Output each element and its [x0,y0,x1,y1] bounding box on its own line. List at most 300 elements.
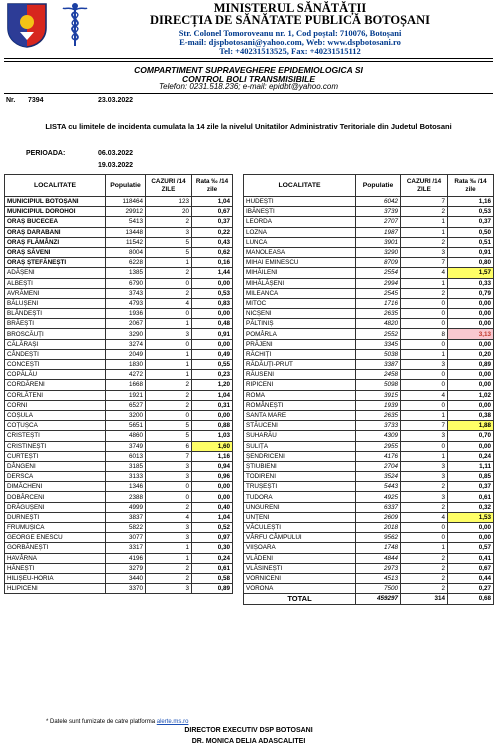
cell-localitate: TODIRENI [244,472,356,482]
cell-populatie: 3440 [106,573,146,583]
table-row [244,523,494,533]
cell-populatie: 4999 [106,502,146,512]
table-row [5,472,233,482]
table-row [244,278,494,288]
cell-rata: 0,91 [448,247,494,257]
table-row [244,461,494,471]
col-rata: Rata ‰ /14 zile [192,175,233,197]
cell-rata: 0,89 [448,360,494,370]
total-cases: 314 [401,594,448,604]
cell-cazuri: 1 [146,319,192,329]
cell-localitate: ALBEȘTI [5,278,106,288]
cell-cazuri: 5 [146,247,192,257]
cell-localitate: ORAȘ ȘTEFĂNEȘTI [5,258,106,268]
cell-rata: 0,96 [192,472,233,482]
table-row [244,288,494,298]
cell-cazuri: 5 [146,237,192,247]
table-row [244,553,494,563]
cell-rata: 0,61 [192,563,233,573]
col-localitate: LOCALITATE [5,175,106,197]
cell-populatie: 2458 [356,370,401,380]
cell-rata: 0,30 [192,543,233,553]
cell-localitate: HĂNEȘTI [5,563,106,573]
cell-localitate: MUNICIPIUL DOROHOI [5,207,106,217]
cell-populatie: 2552 [356,329,401,339]
cell-populatie: 5651 [106,421,146,431]
cell-localitate: HAVÂRNA [5,553,106,563]
cell-populatie: 3133 [106,472,146,482]
cell-rata: 0,33 [448,278,494,288]
cell-localitate: CURTEȘTI [5,451,106,461]
cell-populatie: 3077 [106,533,146,543]
period-from: 06.03.2022 [98,150,134,157]
table-row [5,207,233,217]
cell-rata: 1,44 [192,268,233,278]
cell-populatie: 2635 [356,309,401,319]
cell-rata: 0,00 [448,370,494,380]
cell-localitate: DÂNGENI [5,461,106,471]
cell-localitate: CĂLĂRAȘI [5,339,106,349]
cell-localitate: SANTA MARE [244,410,356,420]
col-localitate: LOCALITATE [244,175,356,197]
cell-cazuri: 123 [146,197,192,207]
table-row [5,319,233,329]
table-row [244,472,494,482]
cell-cazuri: 1 [401,349,448,359]
cell-rata: 0,16 [192,258,233,268]
cell-populatie: 4196 [106,553,146,563]
cell-localitate: HILIȘEU-HORIA [5,573,106,583]
col-rata: Rata ‰ /14 zile [448,175,494,197]
cell-populatie: 3290 [106,329,146,339]
cell-rata: 0,00 [448,533,494,543]
cell-cazuri: 3 [401,461,448,471]
cell-localitate: GEORGE ENESCU [5,533,106,543]
cell-localitate: VORNICENI [244,573,356,583]
total-label: TOTAL [244,594,356,604]
cell-localitate: DRĂGUȘENI [5,502,106,512]
cell-localitate: ADĂȘENI [5,268,106,278]
table-row [244,247,494,257]
cell-localitate: MIHĂILENI [244,268,356,278]
table-row [244,339,494,349]
cell-localitate: COȘULA [5,410,106,420]
cell-cazuri: 20 [146,207,192,217]
table-row [5,451,233,461]
cell-localitate: VĂCULEȘTI [244,523,356,533]
table-row [244,349,494,359]
table-row [5,278,233,288]
col-populatie: Populatie [356,175,401,197]
cell-populatie: 3345 [356,339,401,349]
table-row [5,309,233,319]
cell-localitate: MITOC [244,298,356,308]
compartment-line1: COMPARTIMENT SUPRAVEGHERE EPIDEMIOLOGICA SI [134,65,363,75]
cell-rata: 0,79 [448,288,494,298]
cell-populatie: 2955 [356,441,401,451]
cell-cazuri: 5 [146,431,192,441]
cell-localitate: ORAȘ FLĂMÂNZI [5,237,106,247]
cell-populatie: 8004 [106,247,146,257]
cell-localitate: POMÂRLA [244,329,356,339]
cell-populatie: 5038 [356,349,401,359]
cell-populatie: 3749 [106,441,146,451]
cell-rata: 0,00 [448,523,494,533]
cell-cazuri: 7 [401,197,448,207]
table-row [244,380,494,390]
cell-cazuri: 1 [146,349,192,359]
table-row [244,573,494,583]
cell-cazuri: 1 [146,553,192,563]
cell-rata: 0,00 [448,298,494,308]
cell-populatie: 3274 [106,339,146,349]
cell-cazuri: 2 [146,400,192,410]
table-row [244,298,494,308]
cell-cazuri: 6 [146,441,192,451]
cell-populatie: 3279 [106,563,146,573]
cell-cazuri: 1 [401,227,448,237]
cell-populatie: 4844 [356,553,401,563]
table-row [244,421,494,431]
table-row [244,319,494,329]
cell-rata: 0,00 [448,400,494,410]
table-row [244,370,494,380]
table-row [5,502,233,512]
botosani-county-coat-of-arms-icon [6,2,48,48]
cell-localitate: HLIPICENI [5,584,106,594]
cell-cazuri: 3 [146,227,192,237]
cell-rata: 0,61 [448,492,494,502]
table-row [5,360,233,370]
cell-cazuri: 3 [146,533,192,543]
cell-localitate: ORAȘ DARABANI [5,227,106,237]
cell-localitate: FRUMUȘICA [5,523,106,533]
cell-localitate: NICȘENI [244,309,356,319]
address-line: Str. Colonel Tomoroveanu nr. 1, Cod poștal: 710076, Botoșani [178,28,402,38]
cell-populatie: 3200 [106,410,146,420]
cell-localitate: CRISTEȘTI [5,431,106,441]
cell-localitate: RĂDĂUȚI-PRUT [244,360,356,370]
col-cazuri: CAZURI /14 ZILE [401,175,448,197]
cell-localitate: BĂLUȘENI [5,298,106,308]
cell-populatie: 1987 [356,227,401,237]
cell-populatie: 8709 [356,258,401,268]
table-row [244,492,494,502]
cell-cazuri: 0 [146,482,192,492]
table-row [5,217,233,227]
cell-localitate: VÂRFU CÂMPULUI [244,533,356,543]
cell-populatie: 7500 [356,584,401,594]
cell-rata: 0,24 [448,451,494,461]
cell-rata: 0,27 [448,584,494,594]
cell-rata: 1,03 [192,431,233,441]
cell-localitate: ȘENDRICENI [244,451,356,461]
cell-populatie: 6013 [106,451,146,461]
table-row [5,298,233,308]
cell-cazuri: 3 [146,584,192,594]
cell-localitate: COȚUȘCA [5,421,106,431]
table-row [5,268,233,278]
cell-cazuri: 1 [146,370,192,380]
cell-rata: 3,13 [448,329,494,339]
cell-populatie: 6228 [106,258,146,268]
incidence-table-right [243,174,494,605]
table-row [244,441,494,451]
cell-cazuri: 2 [146,502,192,512]
cell-populatie: 1385 [106,268,146,278]
cell-rata: 0,32 [448,502,494,512]
cell-localitate: DOBÂRCENI [5,492,106,502]
cell-localitate: ȘTIUBIENI [244,461,356,471]
cell-cazuri: 2 [146,217,192,227]
cell-rata: 0,31 [192,400,233,410]
cell-populatie: 3733 [356,421,401,431]
cell-localitate: VIIȘOARA [244,543,356,553]
cell-rata: 0,00 [192,339,233,349]
table-row [5,237,233,247]
cell-localitate: LUNCA [244,237,356,247]
cell-rata: 0,80 [448,258,494,268]
cell-rata: 0,43 [192,237,233,247]
table-row [5,441,233,451]
total-rate: 0,68 [448,594,494,604]
cell-cazuri: 2 [401,584,448,594]
table-row [244,258,494,268]
doc-nr: 7394 [28,97,44,104]
cell-localitate: LOZNA [244,227,356,237]
cell-cazuri: 4 [401,512,448,522]
cell-cazuri: 0 [401,319,448,329]
cell-populatie: 4820 [356,319,401,329]
cell-populatie: 3317 [106,543,146,553]
cell-localitate: COPĂLĂU [5,370,106,380]
cell-localitate: ROMA [244,390,356,400]
caduceus-icon [62,2,88,48]
document-title: LISTA cu limitele de incidenta cumulata la 14 zile la nivelul Unitatilor Administrativ Teritoriale din Judetul Botosani [45,122,452,131]
cell-populatie: 4513 [356,573,401,583]
cell-localitate: SUHARĂU [244,431,356,441]
cell-rata: 0,51 [448,237,494,247]
cell-rata: 1,04 [192,512,233,522]
header-divider-2 [4,61,493,62]
period-label: PERIOADA: [26,150,66,157]
note-text: * Datele sunt furnizate de catre platforma [46,719,156,725]
cell-populatie: 11542 [106,237,146,247]
compartment-divider [4,93,493,94]
cell-populatie: 3915 [356,390,401,400]
table-row [244,543,494,553]
compartment-contact: Telefon: 0231.518.236; e-mail: epidbt@yahoo.com [158,82,339,91]
table-row [244,237,494,247]
incidence-table-left [4,174,233,594]
cell-rata: 0,58 [192,573,233,583]
cell-cazuri: 5 [146,421,192,431]
cell-populatie: 3387 [356,360,401,370]
compartment-line2: CONTROL BOLI TRANSMISIBILE [181,74,315,84]
cell-rata: 0,00 [448,441,494,451]
cell-populatie: 2707 [356,217,401,227]
cell-rata: 0,37 [448,217,494,227]
cell-populatie: 2635 [356,410,401,420]
letterhead [0,0,497,60]
cell-cazuri: 1 [401,278,448,288]
doc-date: 23.03.2022 [98,97,134,104]
cell-populatie: 5413 [106,217,146,227]
cell-cazuri: 0 [146,278,192,288]
cell-cazuri: 3 [401,472,448,482]
cell-cazuri: 7 [401,421,448,431]
cell-cazuri: 1 [146,543,192,553]
cell-populatie: 2704 [356,461,401,471]
cell-populatie: 2388 [106,492,146,502]
table-header-row [5,175,233,197]
cell-rata: 0,00 [448,309,494,319]
cell-localitate: BLÂNDEȘTI [5,309,106,319]
cell-rata: 1,16 [448,197,494,207]
table-row [5,543,233,553]
cell-localitate: ORAȘ SĂVENI [5,247,106,257]
cell-rata: 0,67 [448,563,494,573]
table-row [244,512,494,522]
cell-populatie: 4793 [106,298,146,308]
signatory-name: DR. MONICA DELIA ADASCALITEI [191,738,306,745]
cell-rata: 0,37 [448,482,494,492]
table-row [244,197,494,207]
cell-rata: 0,48 [192,319,233,329]
cell-localitate: TUDORA [244,492,356,502]
cell-rata: 1,88 [448,421,494,431]
cell-localitate: RĂUSENI [244,370,356,380]
cell-cazuri: 2 [146,268,192,278]
email-web-line: E-mail: djspbotosani@yahoo.com, Web: www.dspbotosani.ro [179,37,401,47]
cell-cazuri: 0 [146,410,192,420]
cell-rata: 0,40 [192,502,233,512]
table-row [5,400,233,410]
cell-rata: 0,23 [192,370,233,380]
cell-cazuri: 2 [146,390,192,400]
table-row [5,573,233,583]
cell-localitate: MILEANCA [244,288,356,298]
cell-localitate: AVRĂMENI [5,288,106,298]
table-row [5,492,233,502]
col-cazuri: CAZURI /14 ZILE [146,175,192,197]
table-row [5,370,233,380]
cell-cazuri: 1 [401,451,448,461]
table-row [244,309,494,319]
cell-populatie: 6337 [356,502,401,512]
cell-populatie: 5443 [356,482,401,492]
cell-cazuri: 3 [401,431,448,441]
cell-populatie: 6042 [356,197,401,207]
cell-populatie: 4176 [356,451,401,461]
cell-rata: 0,44 [448,573,494,583]
table-row [5,227,233,237]
cell-rata: 0,89 [192,584,233,594]
cell-populatie: 5098 [356,380,401,390]
table-row [244,329,494,339]
cell-populatie: 1830 [106,360,146,370]
cell-rata: 0,70 [448,431,494,441]
cell-cazuri: 4 [401,268,448,278]
cell-localitate: PĂLTINIȘ [244,319,356,329]
cell-localitate: PRĂJENI [244,339,356,349]
cell-rata: 0,88 [192,421,233,431]
cell-localitate: MANOLEASA [244,247,356,257]
signatory-title: DIRECTOR EXECUTIV DSP BOTOSANI [184,727,313,734]
table-row [5,288,233,298]
cell-cazuri: 0 [401,339,448,349]
cell-cazuri: 0 [146,492,192,502]
cell-rata: 0,22 [192,227,233,237]
table-row [5,380,233,390]
cell-localitate: DURNEȘTI [5,512,106,522]
cell-populatie: 1748 [356,543,401,553]
cell-cazuri: 0 [401,441,448,451]
table-row [244,400,494,410]
cell-cazuri: 4 [146,512,192,522]
table-row [244,533,494,543]
cell-cazuri: 7 [401,258,448,268]
cell-localitate: VLĂSINEȘTI [244,563,356,573]
cell-cazuri: 0 [401,533,448,543]
tel-fax-line: Tel: +40231513525, Fax: +40231515112 [219,46,361,56]
cell-localitate: CRISTINEȘTI [5,441,106,451]
table-row [244,451,494,461]
alerte-link[interactable]: alerte.ms.ro [156,719,189,725]
cell-localitate: ROMÂNEȘTI [244,400,356,410]
cell-localitate: SULIȚA [244,441,356,451]
cell-populatie: 1668 [106,380,146,390]
cell-rata: 1,57 [448,268,494,278]
cell-cazuri: 2 [146,563,192,573]
cell-populatie: 29912 [106,207,146,217]
cell-cazuri: 3 [401,492,448,502]
cell-cazuri: 3 [401,360,448,370]
cell-cazuri: 8 [401,329,448,339]
cell-rata: 1,04 [192,197,233,207]
cell-cazuri: 4 [146,298,192,308]
cell-localitate: BROSCĂUȚI [5,329,106,339]
cell-rata: 0,53 [192,288,233,298]
cell-cazuri: 7 [146,451,192,461]
table-row [5,512,233,522]
cell-localitate: HUDEȘTI [244,197,356,207]
cell-rata: 0,67 [192,207,233,217]
cell-populatie: 13448 [106,227,146,237]
period-to: 19.03.2022 [98,162,134,169]
cell-rata: 0,00 [192,410,233,420]
cell-populatie: 3185 [106,461,146,471]
table-row [244,268,494,278]
cell-localitate: CÂNDEȘTI [5,349,106,359]
cell-cazuri: 2 [401,563,448,573]
table-row [5,197,233,207]
cell-cazuri: 0 [401,309,448,319]
cell-rata: 0,97 [192,533,233,543]
cell-populatie: 3524 [356,472,401,482]
table-row [5,533,233,543]
cell-populatie: 1936 [106,309,146,319]
cell-populatie: 4272 [106,370,146,380]
cell-populatie: 3290 [356,247,401,257]
cell-cazuri: 1 [146,360,192,370]
table-row [5,553,233,563]
cell-localitate: VLĂDENI [244,553,356,563]
cell-rata: 0,52 [192,523,233,533]
cell-localitate: RIPICENI [244,380,356,390]
table-row [244,390,494,400]
table-row [244,431,494,441]
